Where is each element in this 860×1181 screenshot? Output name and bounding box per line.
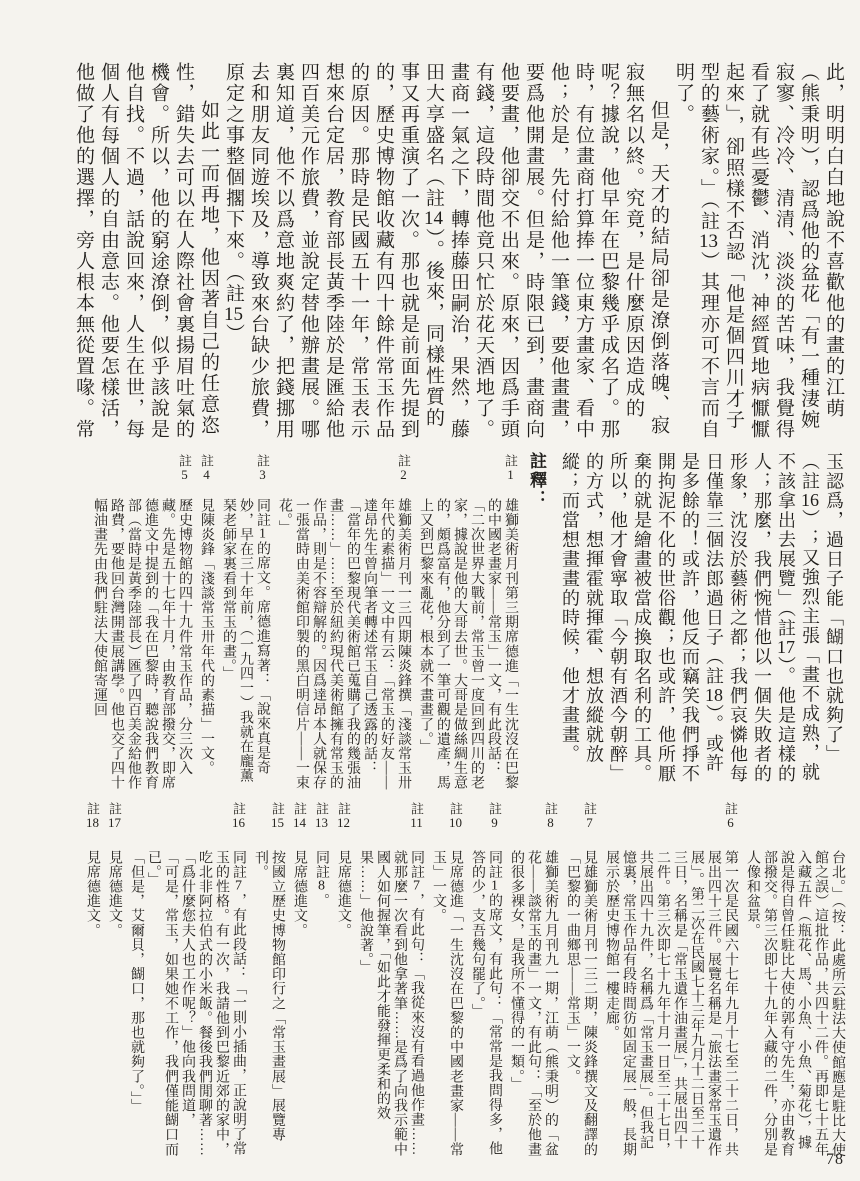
note-9-text: 同註1的席文，有此句：「常常是我問得多，他答的少，支吾幾句罷了。」 [470,850,502,1157]
note-9 [469,800,503,1160]
note-6 [603,800,739,1160]
note-16-label: 註16 [231,802,246,829]
note-12-label: 註12 [336,802,351,829]
note-16 [128,800,247,1160]
note-2-text: 雄獅美術月刊一三四期陳炎鋒撰「淺談常玉卅年代的素描」一文中有云：「常玉的好友——達昂先生曾向筆者轉述常玉自己透露的話：「當年的巴黎現代美術館已蒐購了我的幾張油畫……」……至於紐約現代美術館擁有常玉的作品，則是不容辯解的。因爲達昂本人就保存一張當時由美術館印製的黑白明信片——一束花。」 [277,498,411,790]
note-18-label: 註18 [85,802,100,829]
note-15-label: 註15 [270,802,285,829]
note-16-text: 同註7，有此段話：「一則小插曲，正說明了常玉的性格。有一次，我請他到巴黎近郊的家中，吃北非阿拉伯式的小米飯。餐後我們閒聊著……「爲什麼您夫人也工作呢？」他向我問道， 「可是，常玉，如果她不工作，我們僅能餬口而已。」 「但是，艾爾貝，餬口，那也就夠了。」」 [129,850,246,1157]
note-6-text: 第一次是民國六十七年九月十七至二十二日，共展出四十三件。展覽名稱是「旅法畫家常玉遺作展」。第二次在民國七十三年九月十二日至二十三日，名稱是「常玉遺作油畫展」，共展出四十二件。第三次即七十九年十月一日至二十七日，共展出四十九件，名稱爲「常玉畫展」。但我記憶裏，常玉作品有段時間彷如固定展一般，長期展示於歷史博物館一樓走廊。 [604,850,738,1157]
note-12 [335,800,352,1160]
note-5 [91,452,193,790]
note-4-label: 註4 [199,454,214,481]
note-5-label: 註5 [177,454,192,481]
note-5-text: 歷史博物館的四十九件常玉作品，分三次入藏。先是五十七年十月，由教育部撥交，即席德進文中提到的「我在巴黎時，聽說我們教育部（當時是黃季陸部長）匯了四百美金給他作路費，要他回台灣開畫展講學。他也交了四十幅油畫先由我們駐法大使館寄運回 [92,498,192,790]
note-15-text: 按國立歷史博物館印行之「常玉畫展」展覽專刊。 [253,850,285,1142]
note-13-label: 註13 [314,802,329,829]
note-13-text: 同註8。 [314,850,329,908]
note-4-text: 見陳炎鋒「淺談常玉卅年代的素描」一文。 [199,498,214,776]
note-2-label: 註2 [396,454,411,481]
note-17-label: 註17 [107,802,122,829]
notes-heading: 註釋： [527,452,546,509]
page-number: 78 [826,1151,844,1168]
note-11-label: 註11 [409,802,424,829]
note-18 [84,800,101,1160]
main-text-top-band [22,62,846,444]
note-8 [508,800,559,1160]
note-1-text: 雄獅美術月刊第三期席德進「一生沈沒在巴黎的中國老畫家——常玉」一文，有此段話：「二次世界大戰前，常玉曾一度回到四川的老家，據說是他的大哥去世。大哥是做絲綢生意的，頗爲富有，他分到了一筆可觀的遺產，馬上又到巴黎來亂花，根本就不畫畫了。」 [418,498,518,790]
note-5-continuation [744,800,846,1160]
note-17 [106,800,123,1160]
note-3 [220,452,271,790]
note-10 [430,800,464,1160]
note-3-text: 同註1的席文。席德進寫著：「說來真是奇妙，早在三十年前，（一九四一）我就在龐薰琹老師家裏看到常玉的畫。」 [221,498,270,783]
note-11 [357,800,425,1160]
note-15 [252,800,286,1160]
note-12-text: 見席德進文。 [336,850,351,938]
note-1-label: 註1 [503,454,518,481]
note-8-text: 雄獅美術九月刊九一期，江萌（熊秉明）的「盆花——談常玉的畫」一文，有此句：「至於他畫的很多裸女，是我所不懂得的一類。」 [509,850,558,1157]
note-6-label: 註6 [723,802,738,829]
article-paragraph-3-continued: 玉認爲，過日子能「餬口也就夠了」（註16）；又強烈主張「畫不成熟，就不該拿出去展覽」（註17）。他是這樣的人；那麼，我們惋惜他以一個失敗者的形象，沈沒於藝術之都；我們哀憐他每日僅靠三個法郎過日子（註18）。或許是多餘的！或許，他反而竊笑我們掙不開拘泥不化的世俗觀；也或許，他所厭棄的就是繪畫被當成換取名利的工具。所以，他才會寧取「今朝有酒今朝醉」的方式，想揮霍就揮霍、想放縱就放縱；而當想畫畫的時候，他才畫畫。 [560,452,844,784]
note-7 [564,800,598,1160]
bottom-band [22,800,846,1168]
article-paragraph-2: 但是，天才的結局卻是潦倒落魄、寂寂無名以終。究竟，是什麼原因造成的呢？據說，他早年在巴黎幾乎成名了。那時，有位畫商打算捧一位東方畫家、看中他；於是，先付給他一筆錢，要他畫畫，要爲他開畫展。但是，時限已到，畫商向他要畫，他卻交不出來。原來，因爲手頭有錢，這段時間他竟只忙於花天酒地了。畫商一氣之下，轉捧藤田嗣治，果然，藤田大享盛名（註14）。後來，同樣性質的事又再重演了一次。那也就是前面先提到的，歷史博物館收藏有四十餘件常玉作品的原因。那時是民國五十一年，常玉表示想來台定居，教育部長黃季陸於是匯給他四百美元作旅費，並說定替他辦畫展。哪裏知道，他不以爲意地爽約了，把錢挪用去和朋友同遊埃及，導致來台缺少旅費，原定之事整個擱下來。（註15） [223,62,669,440]
note-13 [313,800,330,1160]
note-9-label: 註9 [487,802,502,829]
middle-band [22,452,846,796]
note-11-text: 同註7，有此句：「我從來沒有看過他作畫……就那麼一次看到他拿著筆……是爲了向我示範中國人如何握筆，「如此才能發揮更柔和的效果……」他說著。」 [358,850,424,1157]
note-5-continuation-text: 台北。」（按：此處所云駐法大使館應是駐比大使館之誤）這批作品，共四十二件。再即七十五年入藏五件（瓶花、馬、小魚、小魚、菊花），據說是得自曾任駐比大使的郭有守先生，亦由教育部撥交。第三次即七十九年入藏的二件，分別是人像和盆景。 [745,850,845,1158]
note-2 [276,452,412,790]
note-14 [291,800,308,1160]
note-18-text: 見席德進文。 [85,850,100,938]
note-10-text: 見席德進「一生沈沒在巴黎的中國老畫家——常玉」一文。 [431,850,463,1157]
article-paragraph-3: 如此一而再地，他因著自己的任意恣性，錯失去可以在人際社會裏揚眉吐氣的機會。所以，他的窮途潦倒，似乎該說是他自找。不過，話說回來，人生在世，每個人有每個人的自由意志。他要怎樣活，他做了他的選擇，旁人根本無從置喙。常 [73,62,219,440]
note-4 [198,452,215,790]
note-3-label: 註3 [255,454,270,481]
article-paragraph-1: 此，明明白白地說不喜歡他的畫的江萌（熊秉明），認爲他的盆花「有一種淒婉寂寥、冷冷、清清、淡淡的苦味，我覺得看了就有些憂鬱、消沈，神經質地病懨懨起來」，卻照樣不否認「他是個四川才子型的藝術家。」（註13）其理亦可不言而自明了。 [673,62,844,440]
note-14-text: 見席德進文。 [292,850,307,938]
note-7-text: 見雄獅美術月刊一三二期，陳炎鋒撰文及翻譯的「巴黎的一曲鄉思——常玉」一文。 [565,850,597,1157]
note-14-label: 註14 [292,802,307,829]
note-8-label: 註8 [543,802,558,829]
note-10-label: 註10 [448,802,463,829]
note-17-text: 見席德進文。 [107,850,122,938]
note-7-label: 註7 [582,802,597,829]
note-1 [417,452,519,790]
